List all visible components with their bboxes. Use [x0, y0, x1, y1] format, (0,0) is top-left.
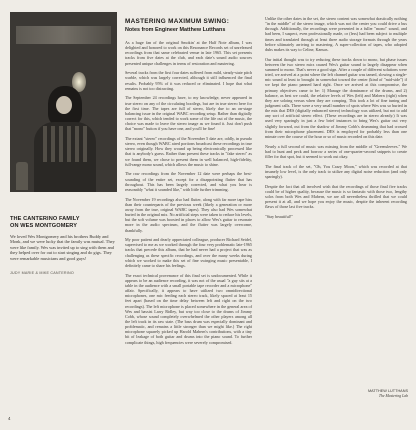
paragraph: The extant "stereo" recordings of the November 5 date are, oddly, in pseudo stereo, even though WABC aired portions broadcast these recordings in true stereo originally. How they wound up being electronically processed like that is anybody's guess. Rather than present these tracks in "fake stereo" as we found them, we chose to present them in well balanced, high-fidelity, full-range mono sound, which allows the music to shine. [125, 136, 252, 167]
page-number: 4 [8, 416, 11, 421]
paragraph: "Stay beautiful!" [265, 213, 293, 219]
paragraph: Despite the fact that all involved wish that the recordings of those final five tracks could be of higher quality, because the music is so fantastic with those two, lengthy solos from both Wes and Mabern, we are all nevertheless thrilled that we could present it at all, and we hope you enjoy the music, despite the inherent recording flaws of those last five tracks. [265, 183, 407, 210]
author-signoff [330, 389, 408, 399]
paragraph: As a huge fan of the original Smokin' at the Half Note album, I was delighted and honored to work on this Resonance Records set of unreleased recordings from that same celebrated venue in late 1965. This set presents tracks from five dates at the club, and each date's sound audio sources presented unique challenges in terms of restoration and mastering. [125, 40, 252, 66]
paragraph: Several tracks from the first four dates suffered from mild, steady-state pitch warble, which was largely corrected, although it still influenced the final results. Probably 95% of it was reduced or eliminated. I hope that what remains is not too distracting. [125, 70, 252, 91]
article-subheading: Notes from Engineer Matthew Lutthans [125, 27, 226, 33]
paragraph: My poor patient and dearly appreciated colleague, producer Richard Seidel, supervised to me as we worked through the four very problematic late-1965 tracks that precede this album, that he had never had a project that was as challenging as these specific recordings, and over the many weeks during which we worked to make this set of fine swinging music presentable, I definitely came to share his feelings. [125, 237, 252, 268]
paragraph: Our initial thought was to try reducing these tracks down to mono, but phase issues between the two stereo mics caused Wes's guitar sound to largely disappear when summed to mono. That's never a good sign. After a couple of different solutions were tried, we arrived at a point where the left channel guitar was tamed, slowing a single-mic sound at least to brought in somewhat toward the center (kind of "mid-side") if we kept the piano panned hard right. Once we arrived at this compromise, the primary objectives came to be: 1) Manage the dominance of the drums, and 2) balance, as best we could, the relative levels of Wes (left) and Mabern (right) when they are soloing versus when they are comping. This took a lot of fine tuning and judgment calls. There were a very small number of spots where Wes was so buried in the mix that DES (digitally enhanced stereo) technology was utilized, but not to add any sort of artificial stereo effect. (These recordings are in stereo already.) It was used very sparingly in just a few brief instances to bring Wes's guitar out very slightly forward, out from the shadow of Jimmy Cobb's drumming that had crossed from their microphone placement. DES is employed for probably less than one minute over the course of the hour or so of music recorded on this date. [265, 56, 407, 139]
author-name: MATTHEW LUTTHANS [367, 389, 408, 393]
paragraph: The final track of the set, "Oh, You Crazy Moon," which was recorded at that insanely low level, is the only track to utilize any digital noise reduction (and only sparingly). [265, 163, 407, 179]
caption-credit: JUDY MARIE & MIKE CANTERINO [10, 271, 74, 275]
paragraph: The September 24 recordings have, to my knowledge, never appeared in true stereo on any of the circulating bootlegs, but are in true stereo here for the first time. The tapes are full of stereo, likely due to an on-stage balancing issue in the original WABC recording setup. Rather than digitally correct for this, which tended to work some of the life out of the music, the choice was made to leave the stereo image as we found it. Just don't push that "mono" button if you have one, and you'll be fine! [125, 95, 252, 132]
author-role: The Mastering Lab [378, 394, 408, 398]
article-column-2 [265, 16, 407, 223]
caption-title: THE CANTERINO FAMILY ON WES MONTGOMERY [10, 216, 80, 229]
paragraph: The raw recordings from the November 12 date were perhaps the best-sounding of the entire set, except for a disappointing flutter that has throughout. This has been largely corrected, and what you hear is reasonably "what it sounded like," with little further trimming. [125, 171, 252, 192]
article-heading: MASTERING MAXIMUM SWING: [125, 18, 230, 25]
caption-body: We loved Wes Montgomery and his brothers Buddy and Monk, and we were lucky that the family was mutual. They were like family. Wes was invited up to sing with them and they helped over for out to start singing and do gigs. They were remarkable musicians and good guys! [10, 234, 115, 261]
paragraph: The exact technical provenance of this final set is undocumented. While it appears to be an audience recording, it was not of the usual "a guy sits at a table in the audience with a small portable tape recorder and a microphone" affair. Specifically, it appears to have utilized two omnidirectional microphones, one mic feeding each stereo track, likely spaced at least 15 feet apart (based on the time delay between left and right on the two recordings). The left microphone is placed somewhere in the general area of Wes and bassist Larry Ridley, but way too close to the drums of Jimmy Cobb, whose sound completely overwhelmed the other players among all the left track in its raw state. (The bass drum was especially dominant and problematic, and remains a little stronger than we might like.) The right microphone squarely picked up Harold Mabern's contributions, with a tiny bit of leakage of both guitar and drums into the piano sound. To further complicate things, high frequencies were severely compromised. [125, 272, 252, 345]
paragraph: The November 19 recordings also had flutter, along with far more tape hiss than their counterparts of the previous week (likely a generation or more away from the true, original WABC tapes). They also had Wes somewhat buried in the original mix. No artificial steps were taken to reduce his levels, but the soft volume was boosted in places to allow Wes's guitar to resonate more in the audio spectrum, and the flutter was largely overcome, thankfully. [125, 196, 252, 233]
performer-photo [10, 12, 117, 192]
paragraph: Unlike the other dates in the set, the stereo content was somewhat drastically nothing "in the middle" of the stereo image, which was not the center you could drive a bus through. Additionally, the recordings were presented in a fuller "mono" sound, and had been, I suspect, even professionally made, or (less) had been subject to multiple times and translated through at least three audio storage formats through the years before ultimately arriving to mastering. A super-collection of tapes, who adopted dubs makes its way to Celine, Kansas. [265, 16, 407, 52]
paragraph: Nearly a full second of music was missing from the middle of "Greensleeves." We had to hunt and peck and borrow a series of one-quarter-second snippets to create filler for that spot, but it seemed to work out okay. [265, 143, 407, 159]
article-column-1 [125, 40, 252, 349]
